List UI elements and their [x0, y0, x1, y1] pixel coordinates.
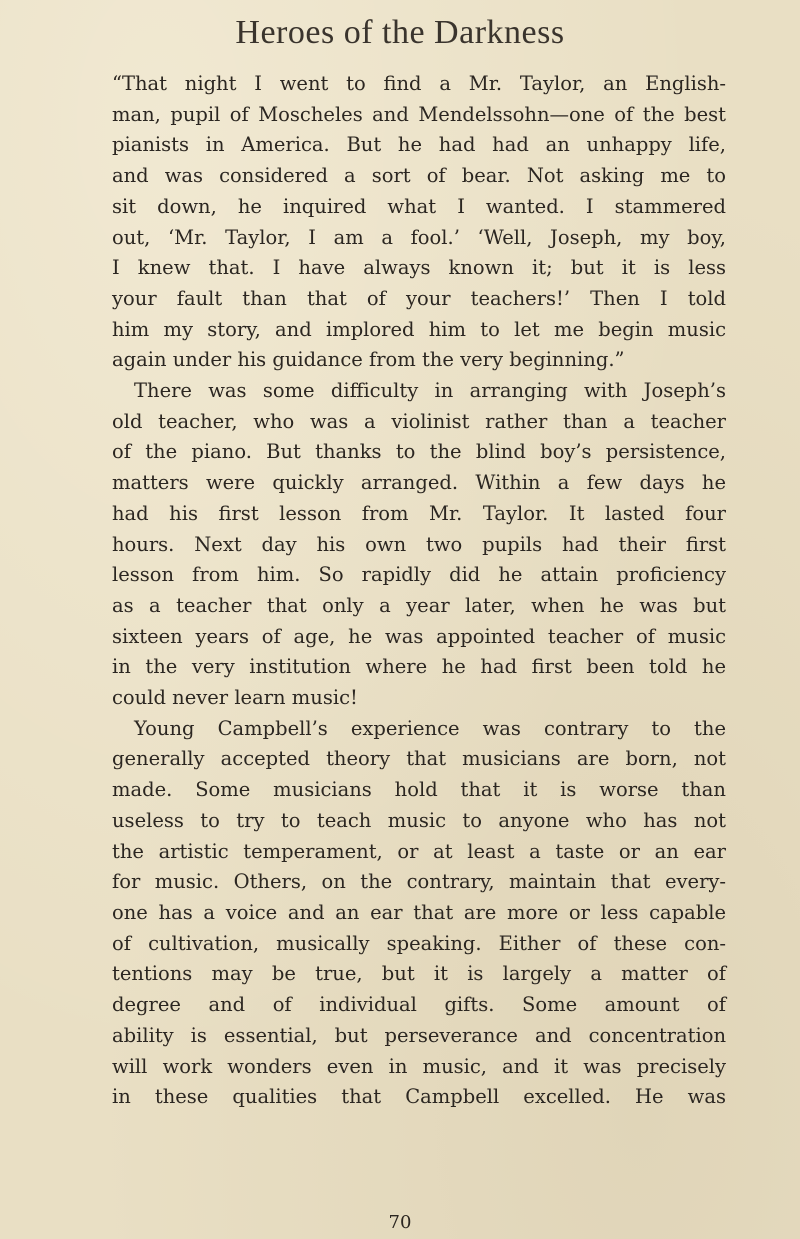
text-line: tentions may be true, but it is largely a matter of [112, 962, 726, 986]
text-line: the artistic temperament, or at least a taste or an ear [112, 839, 726, 863]
text-line: generally accepted theory that musicians are born, not [112, 747, 726, 771]
text-line: old teacher, who was a violinist rather than a teacher [112, 409, 726, 433]
page-number: 70 [388, 1212, 412, 1233]
body-text [112, 69, 726, 1113]
text-line: him my story, and implored him to let me begin music [112, 317, 726, 341]
text-line: matters were quickly arranged. Within a few days he [112, 471, 726, 495]
text-line: I knew that. I have always known it; but it is less [112, 256, 726, 280]
text-line: pianists in America. But he had had an unhappy life, [112, 133, 726, 157]
running-head: Heroes of the Darkness [235, 14, 565, 51]
text-line: degree and of individual gifts. Some amount of [112, 993, 726, 1017]
text-line: ability is essential, but perseverance and concentration [112, 1023, 726, 1047]
text-line: of the piano. But thanks to the blind boy’s persistence, [112, 440, 726, 464]
text-line: and was considered a sort of bear. Not asking me to [112, 164, 726, 188]
text-line: There was some difficulty in arranging with Joseph’s [134, 379, 726, 403]
text-line: your fault than that of your teachers!’ Then I told [112, 286, 726, 310]
text-line: will work wonders even in music, and it was precisely [112, 1054, 726, 1078]
text-line: could never learn music! [112, 686, 358, 710]
text-line: Young Campbell’s experience was contrary to the [134, 716, 726, 740]
text-line: useless to try to teach music to anyone who has not [112, 808, 726, 832]
text-line: had his first lesson from Mr. Taylor. It lasted four [112, 501, 726, 525]
text-line: one has a voice and an ear that are more or less capable [112, 900, 726, 924]
text-line: sixteen years of age, he was appointed teacher of music [112, 624, 726, 648]
text-line: hours. Next day his own two pupils had their first [112, 532, 726, 556]
text-line: man, pupil of Moscheles and Mendelssohn—one of the best [112, 102, 726, 126]
text-line: for music. Others, on the contrary, maintain that every- [112, 870, 726, 894]
text-line: “That night I went to find a Mr. Taylor, an English- [112, 72, 726, 95]
text-line: lesson from him. So rapidly did he attain proficiency [112, 563, 726, 587]
text-line: of cultivation, musically speaking. Either of these con- [112, 931, 726, 955]
text-line: as a teacher that only a year later, when he was but [112, 593, 726, 617]
text-line: in these qualities that Campbell excelled. He was [112, 1085, 726, 1109]
text-line: in the very institution where he had first been told he [112, 655, 726, 679]
text-line: again under his guidance from the very beginning.” [112, 348, 625, 372]
text-line: out, ‘Mr. Taylor, I am a fool.’ ‘Well, Joseph, my boy, [112, 225, 726, 249]
text-line: sit down, he inquired what I wanted. I stammered [112, 194, 726, 218]
text-line: made. Some musicians hold that it is worse than [112, 778, 726, 802]
